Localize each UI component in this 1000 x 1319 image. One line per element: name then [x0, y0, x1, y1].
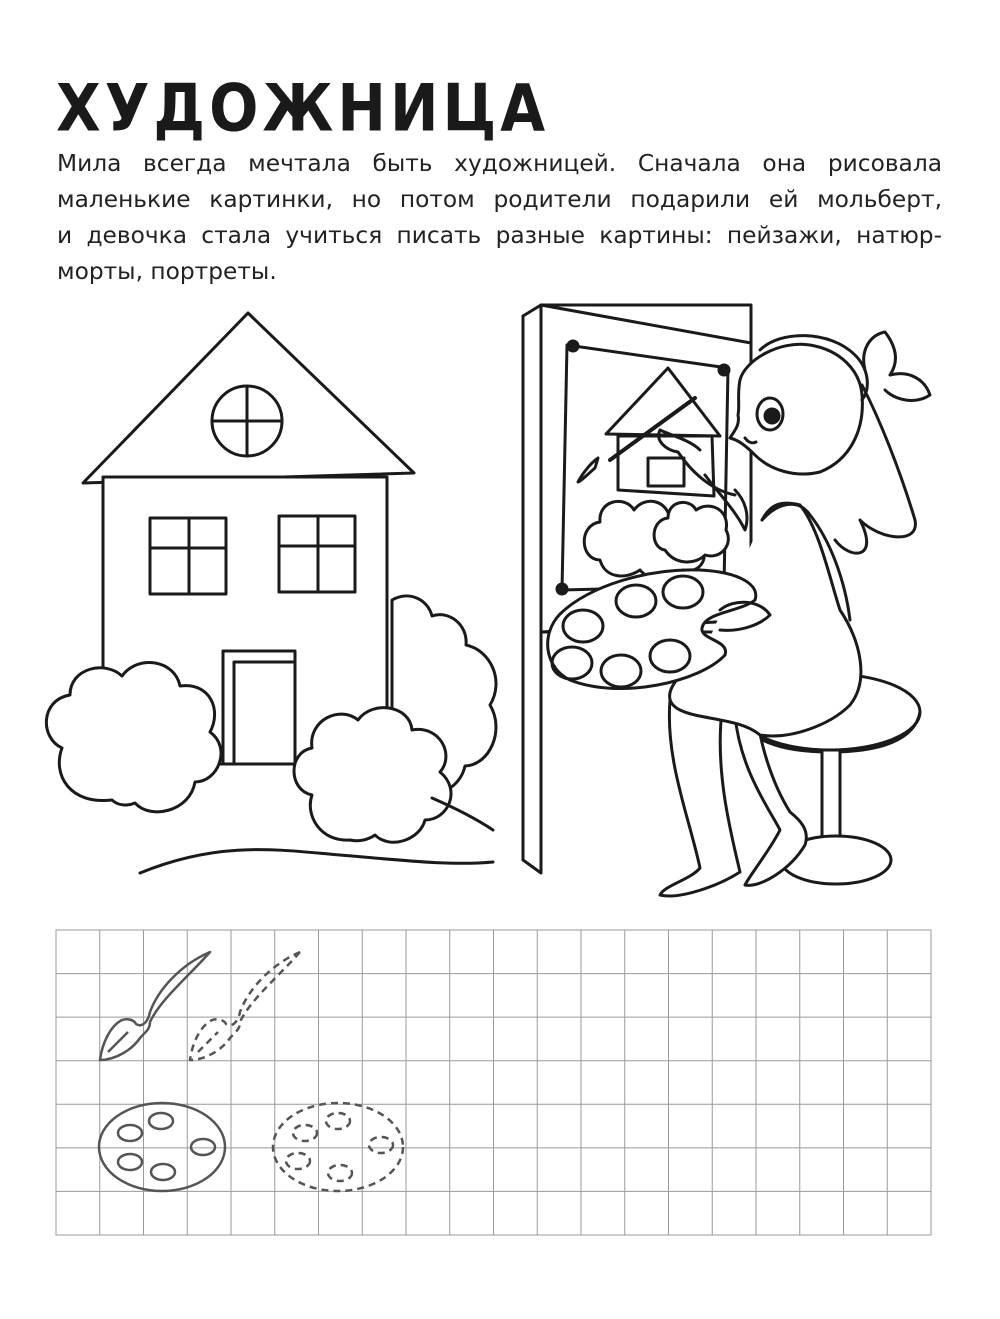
story-line: маленькие картинки, но потом родители подарили ей мольберт,	[57, 186, 942, 213]
sample-paintbrush-icon	[100, 952, 210, 1060]
page-title: ХУДОЖНИЦА	[56, 70, 550, 147]
sample-palette-icon	[99, 1103, 225, 1191]
story-line: и девочка стала учиться писать разные картины: пейзажи, натюр-	[57, 222, 942, 249]
story-line: морты, портреты.	[57, 258, 277, 285]
dashed-paintbrush-icon	[190, 952, 300, 1060]
story-line: Мила всегда мечтала быть художницей. Сначала она рисовала	[57, 150, 942, 177]
dashed-palette-icon	[273, 1103, 403, 1191]
